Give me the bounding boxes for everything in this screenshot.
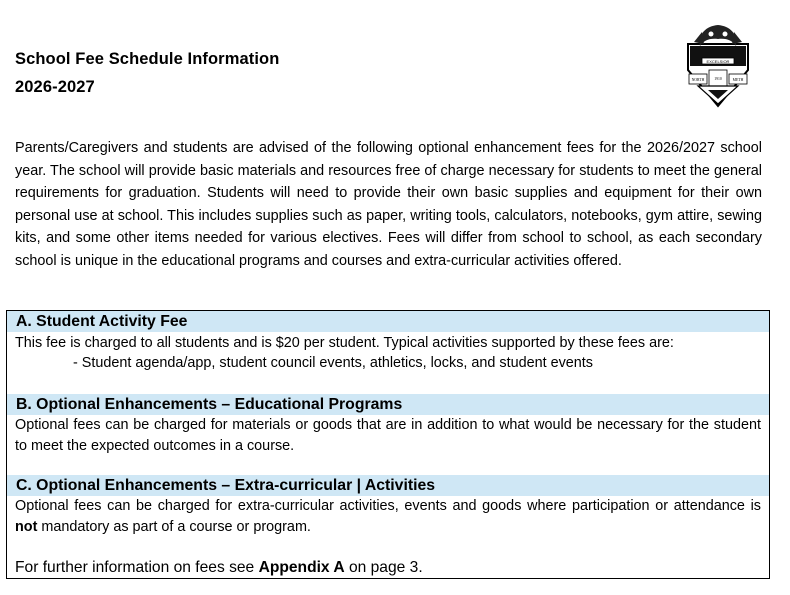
section-b-heading: B. Optional Enhancements – Educational Programs <box>7 394 769 415</box>
section-c-text-start: Optional fees can be charged for extra-curricular activities, events and goods where participation or attendance is <box>15 498 761 514</box>
section-c-text-emphasis: not <box>15 518 38 535</box>
fee-sections-box <box>6 310 770 579</box>
school-year: 2026-2027 <box>15 78 95 96</box>
crest-banner-text: EXCELSIOR <box>706 59 730 64</box>
further-info-note <box>15 558 423 578</box>
section-c-heading: C. Optional Enhancements – Extra-curricular | Activities <box>7 475 769 496</box>
section-c-text <box>15 496 761 537</box>
section-a-heading: A. Student Activity Fee <box>7 311 769 332</box>
section-a-text: This fee is charged to all students and is $20 per student. Typical activities supported by these fees are: <box>15 335 674 351</box>
crest-right-label: METH <box>732 78 744 82</box>
section-a-bullet: - Student agenda/app, student council events, athletics, locks, and student events <box>73 355 593 371</box>
school-crest-logo <box>684 22 752 108</box>
further-info-text: For further information on fees see <box>15 559 259 576</box>
appendix-reference: Appendix A <box>258 559 345 576</box>
further-info-page: on page 3. <box>344 559 423 576</box>
crest-center-label: 1910 <box>714 77 722 81</box>
intro-paragraph: Parents/Caregivers and students are advised of the following optional enhancement fees for the 2026/2027 school year. The school will provide basic materials and resources free of charge necessary for students to meet the general requirements for graduation. Students will need to provide their own basic supplies and equipment for their own personal use at school. This includes supplies such as paper, writing tools, calculators, notebooks, gym attire, sewing kits, and some other items needed for various electives. Fees will differ from school to school, as each secondary school is unique in the educational programs and courses and extra-curricular activities offered. <box>15 140 762 269</box>
crest-left-label: NORTH <box>691 78 705 82</box>
section-c-text-end: mandatory as part of a course or program. <box>37 518 311 535</box>
page-title: School Fee Schedule Information <box>15 50 280 68</box>
section-b-text: Optional fees can be charged for materials or goods that are in addition to what would be necessary for the student to meet the expected outcomes in a course. <box>15 417 761 454</box>
